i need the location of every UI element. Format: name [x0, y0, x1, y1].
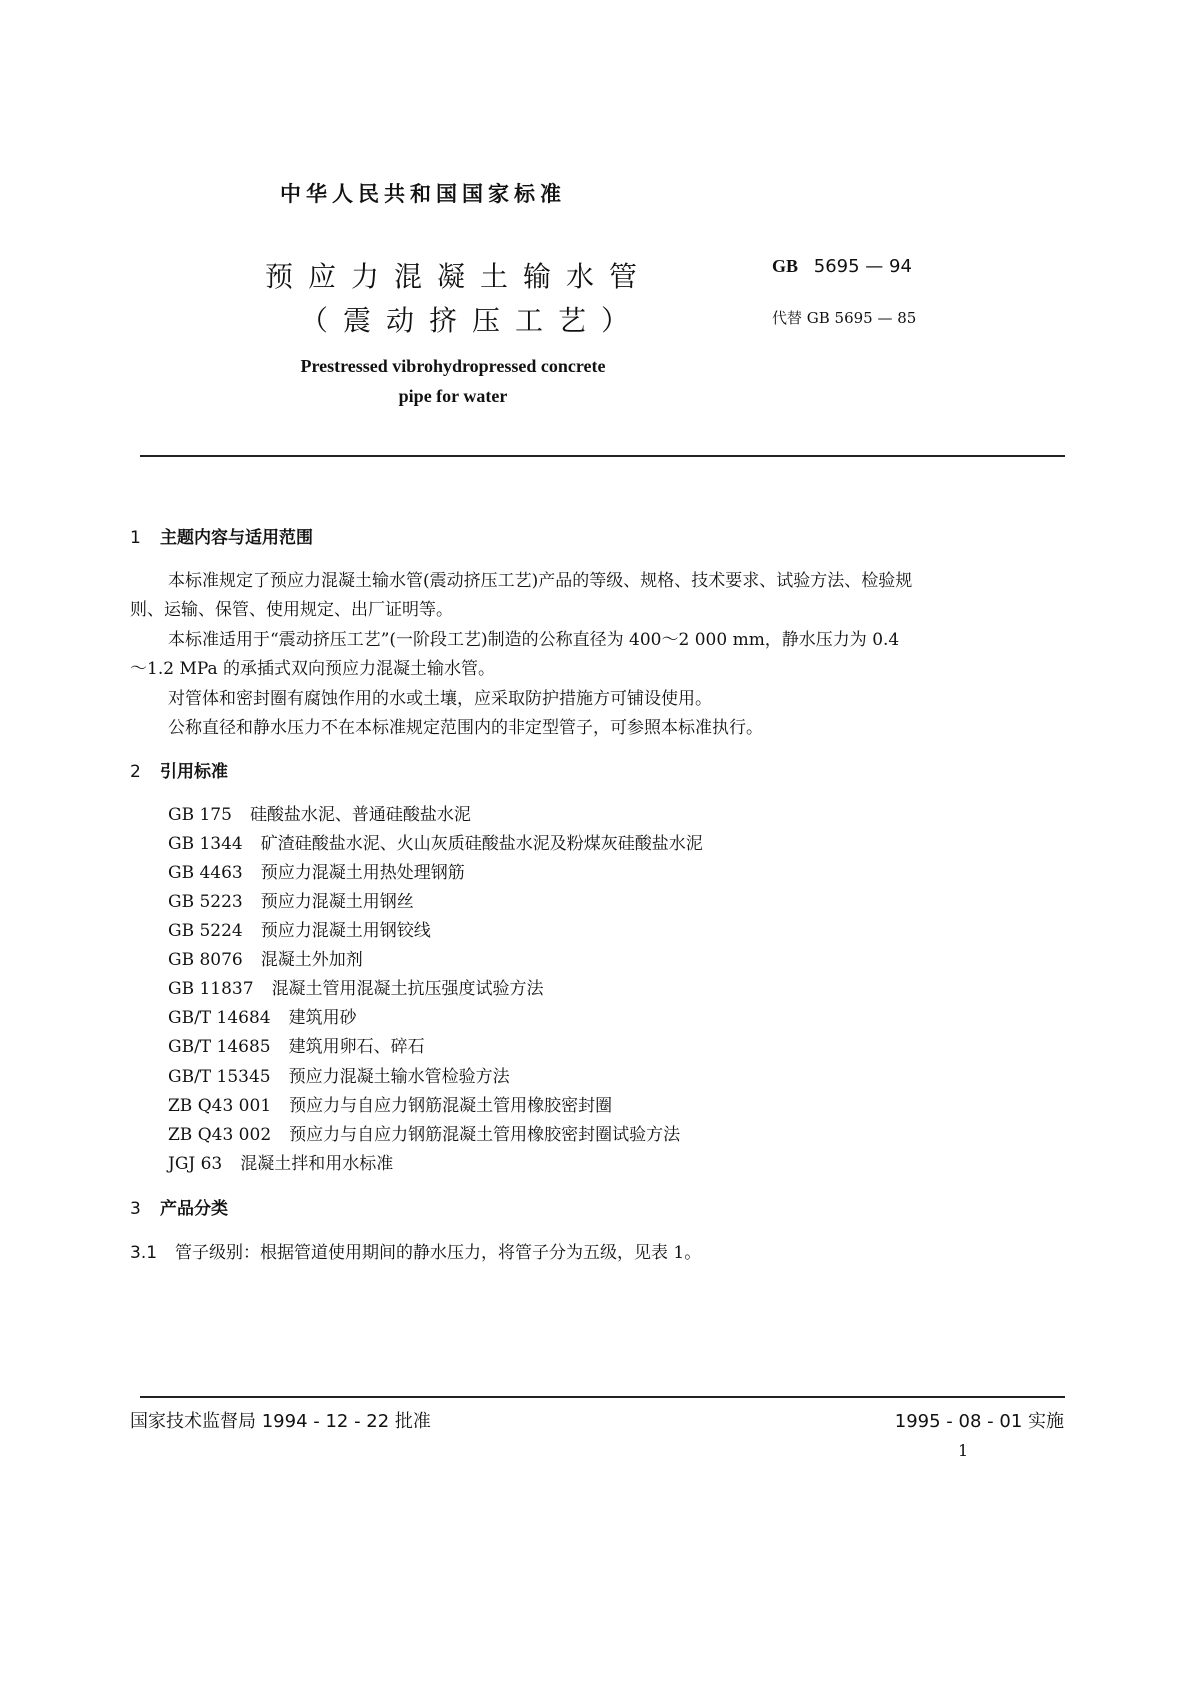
standard-code [772, 256, 912, 277]
reference-id: GB 5223 [168, 892, 243, 912]
section-2-title: 引用标准 [160, 762, 228, 782]
section-1-paragraph-3: 对管体和密封圈有腐蚀作用的水或土壤，应采取防护措施方可铺设使用。 [168, 689, 712, 709]
effective-date: 1995 - 08 - 01 实施 [894, 1411, 1064, 1432]
clause-3-1 [130, 1238, 701, 1263]
reference-item [168, 800, 471, 825]
reference-name: 预应力与自应力钢筋混凝土管用橡胶密封圈试验方法 [289, 1125, 681, 1145]
reference-name: 预应力混凝土用钢丝 [260, 892, 414, 912]
section-1-paragraph-4: 公称直径和静水压力不在本标准规定范围内的非定型管子，可参照本标准执行。 [168, 718, 763, 738]
reference-name: 混凝土管用混凝土抗压强度试验方法 [271, 979, 544, 999]
section-2-heading [130, 757, 228, 782]
reference-item [168, 1003, 357, 1028]
reference-name: 预应力混凝土用热处理钢筋 [260, 863, 465, 883]
national-standard-heading: 中华人民共和国国家标准 [280, 182, 566, 206]
reference-name: 混凝土拌和用水标准 [240, 1154, 394, 1174]
english-title-line-2: pipe for water [398, 386, 508, 406]
section-3-heading [130, 1194, 228, 1219]
reference-id: GB/T 15345 [168, 1067, 271, 1087]
reference-item [168, 1149, 393, 1174]
standard-code-number: 5695 — 94 [813, 256, 912, 277]
reference-id: GB/T 14685 [168, 1037, 271, 1057]
section-1-number: 1 [130, 528, 141, 548]
reference-id: GB 5224 [168, 921, 243, 941]
reference-item [168, 916, 431, 941]
reference-item [168, 887, 414, 912]
reference-name: 矿渣硅酸盐水泥、火山灰质硅酸盐水泥及粉煤灰硅酸盐水泥 [260, 834, 703, 854]
title-line-2: （震动挤压工艺） [300, 304, 645, 337]
section-1-paragraph-1a: 本标准规定了预应力混凝土输水管(震动挤压工艺)产品的等级、规格、技术要求、试验方法、检验规 [168, 571, 913, 591]
section-3-title: 产品分类 [160, 1199, 228, 1219]
reference-id: GB 1344 [168, 834, 243, 854]
section-1-paragraph-1b: 则、运输、保管、使用规定、出厂证明等。 [130, 600, 453, 620]
reference-item [168, 1120, 680, 1145]
reference-name: 建筑用卵石、碎石 [288, 1037, 425, 1057]
section-2-number: 2 [130, 762, 141, 782]
reference-id: GB 175 [168, 805, 232, 825]
section-1-paragraph-2a: 本标准适用于“震动挤压工艺”(一阶段工艺)制造的公称直径为 400～2 000 mm，静水压力为 0.4 [168, 630, 900, 650]
reference-item [168, 945, 363, 970]
reference-id: JGJ 63 [168, 1154, 223, 1174]
approval-date: 国家技术监督局 1994 - 12 - 22 批准 [130, 1411, 431, 1432]
clause-3-1-number: 3.1 [130, 1243, 158, 1263]
reference-name: 预应力混凝土用钢铰线 [260, 921, 431, 941]
reference-name: 混凝土外加剂 [260, 950, 363, 970]
section-1-paragraph-2b: ～1.2 MPa 的承插式双向预应力混凝土输水管。 [130, 659, 496, 679]
section-1-heading [130, 523, 313, 548]
reference-id: GB/T 14684 [168, 1008, 271, 1028]
reference-item [168, 974, 544, 999]
replaces-note: 代替 GB 5695 — 85 [772, 309, 917, 327]
section-1-title: 主题内容与适用范围 [160, 528, 313, 548]
reference-name: 预应力与自应力钢筋混凝土管用橡胶密封圈 [289, 1096, 613, 1116]
page-number: 1 [958, 1441, 969, 1460]
standard-code-prefix: GB [772, 256, 799, 276]
reference-item [168, 858, 465, 883]
header-divider [140, 455, 1065, 457]
section-3-number: 3 [130, 1199, 141, 1219]
reference-id: GB 8076 [168, 950, 243, 970]
reference-name: 建筑用砂 [288, 1008, 357, 1028]
title-line-1: 预应力混凝土输水管 [265, 260, 653, 293]
reference-id: ZB Q43 001 [168, 1096, 272, 1116]
reference-name: 硅酸盐水泥、普通硅酸盐水泥 [249, 805, 471, 825]
reference-item [168, 1091, 612, 1116]
reference-id: ZB Q43 002 [168, 1125, 272, 1145]
reference-item [168, 1062, 510, 1087]
reference-id: GB 4463 [168, 863, 243, 883]
english-title-line-1: Prestressed vibrohydropressed concrete [300, 356, 606, 376]
reference-id: GB 11837 [168, 979, 254, 999]
reference-item [168, 829, 703, 854]
reference-item [168, 1032, 425, 1057]
footer-divider [140, 1396, 1065, 1398]
clause-3-1-text: 管子级别：根据管道使用期间的静水压力，将管子分为五级，见表 1。 [175, 1243, 702, 1263]
reference-name: 预应力混凝土输水管检验方法 [288, 1067, 510, 1087]
